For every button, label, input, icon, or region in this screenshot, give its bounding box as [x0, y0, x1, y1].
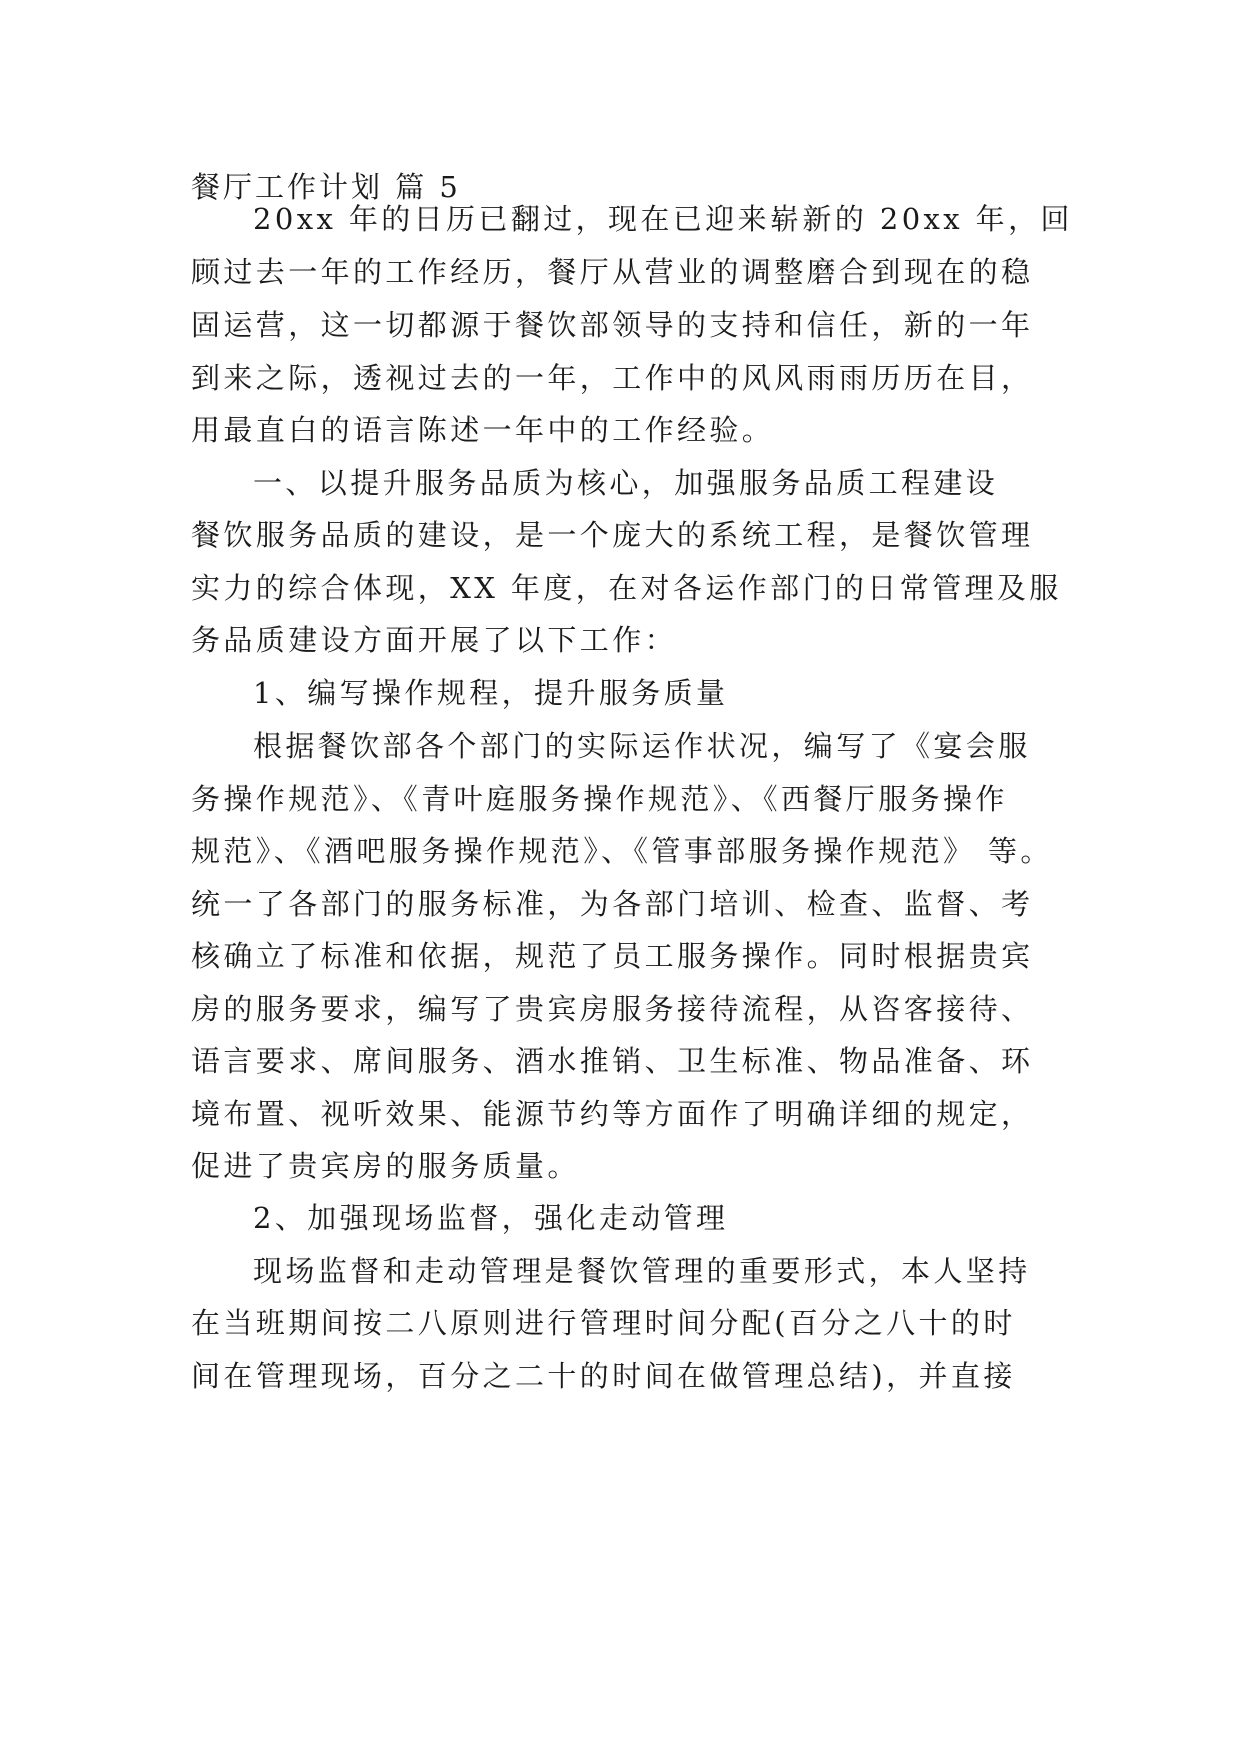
- paragraph-line: 间在管理现场，百分之二十的时间在做管理总结)，并直接: [191, 1359, 1016, 1393]
- paragraph-line: 现场监督和走动管理是餐饮管理的重要形式，本人坚持: [253, 1254, 1031, 1288]
- paragraph-line: 境布置、视听效果、能源节约等方面作了明确详细的规定，: [191, 1097, 1034, 1131]
- paragraph-line: 房的服务要求，编写了贵宾房服务接待流程，从咨客接待、: [191, 992, 1034, 1026]
- paragraph-line: 语言要求、席间服务、酒水推销、卫生标准、物品准备、环: [191, 1044, 1034, 1078]
- paragraph-line: 务操作规范》、《青叶庭服务操作规范》、《西餐厅服务操作: [191, 782, 1008, 816]
- paragraph-line: 促进了贵宾房的服务质量。: [191, 1149, 580, 1183]
- paragraph-line: 实力的综合体现，XX 年度，在对各运作部门的日常管理及服: [191, 571, 1062, 605]
- paragraph-line: 20xx 年的日历已翻过，现在已迎来崭新的 20xx 年，回: [253, 202, 1073, 236]
- paragraph-line: 餐饮服务品质的建设，是一个庞大的系统工程，是餐饮管理: [191, 518, 1034, 552]
- subsection-heading: 1、编写操作规程，提升服务质量: [253, 676, 729, 710]
- paragraph-line: 核确立了标准和依据，规范了员工服务操作。同时根据贵宾: [191, 939, 1034, 973]
- paragraph-line: 规范》、《酒吧服务操作规范》、《管事部服务操作规范》 等。: [191, 834, 1053, 868]
- paragraph-line: 统一了各部门的服务标准，为各部门培训、检查、监督、考: [191, 887, 1034, 921]
- paragraph-line: 务品质建设方面开展了以下工作：: [191, 623, 678, 657]
- paragraph-line: 根据餐饮部各个部门的实际运作状况，编写了《宴会服: [253, 729, 1031, 763]
- paragraph-line: 在当班期间按二八原则进行管理时间分配(百分之八十的时: [191, 1306, 1016, 1340]
- section-heading: 一、以提升服务品质为核心，加强服务品质工程建设: [253, 466, 999, 500]
- paragraph-line: 到来之际，透视过去的一年，工作中的风风雨雨历历在目，: [191, 361, 1034, 395]
- paragraph-line: 固运营，这一切都源于餐饮部领导的支持和信任，新的一年: [191, 308, 1034, 342]
- paragraph-line: 用最直白的语言陈述一年中的工作经验。: [191, 413, 775, 447]
- paragraph-line: 顾过去一年的工作经历，餐厅从营业的调整磨合到现在的稳: [191, 255, 1034, 289]
- subsection-heading: 2、加强现场监督，强化走动管理: [253, 1201, 729, 1235]
- document-title: 餐厅工作计划 篇 5: [191, 170, 461, 204]
